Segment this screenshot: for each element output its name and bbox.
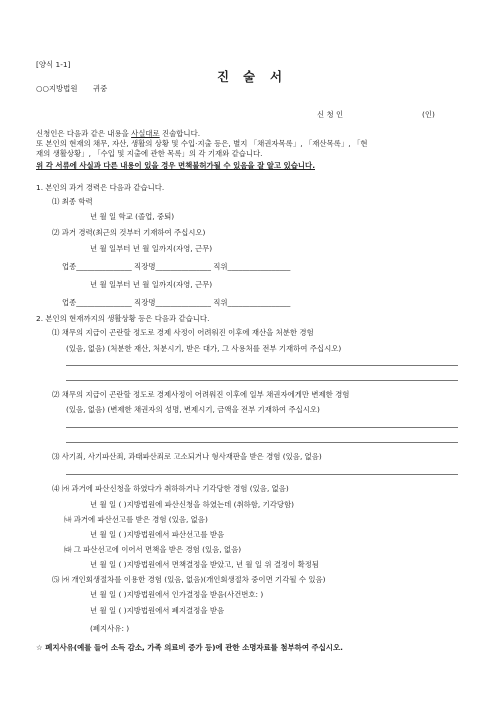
question-4a-line: 년 월 일 ( )지방법원에 파산신청을 하였는데 (취하함, 기각당함)	[90, 500, 295, 509]
intro-text-a: 신청인은 다음과 같은 내용을	[36, 129, 129, 138]
warning-statement: 위 각 서류에 사실과 다른 내용이 있을 경우 면책불허가될 수 있음을 잘 알고 있습니다.	[36, 161, 315, 170]
education-line: 년 월 일 학교 (졸업, 중퇴)	[90, 212, 175, 221]
section-2-heading: 2. 본인의 현재까지의 생활상황 등은 다음과 같습니다.	[36, 314, 210, 323]
answer-line	[66, 427, 458, 428]
dismissal-reason: (폐지사유: )	[90, 624, 130, 633]
title-char-2: 술	[243, 69, 257, 84]
question-2: ⑵ 채무의 지급이 곤란할 정도로 경제사정이 어려워진 이후에 일부 채권자에게만 변제한 경험	[52, 390, 350, 399]
career-job-2: 업종_______________ 직장명_______________ 직위_________________	[62, 298, 291, 307]
intro-line-2: 또 본인의 현재의 채무, 자산, 생활의 상황 및 수입·지출 등은, 별지 「채권자목록」, 「재산목록」, 「현	[36, 139, 368, 148]
question-4c: ㈐ 그 파산선고에 이어서 면책을 받은 경험 (있음, 없음)	[64, 545, 242, 554]
intro-line-1	[36, 129, 200, 138]
addressee: 귀중	[93, 84, 108, 93]
question-1-note: (있음, 없음) (처분한 재산, 처분시기, 받은 대가, 그 사용처를 전부 기재하여 주십시오)	[66, 344, 342, 353]
career-period-2: 년 월 일부터 년 월 일까지(자영, 근무)	[90, 280, 213, 289]
question-5: ⑸ ㈎ 개인회생절차를 이용한 경험 (있음, 없음)(개인회생절차 중이면 기각될 수 있음)	[52, 575, 326, 584]
question-4b: ㈏ 과거에 파산선고를 받은 경험 (있음, 없음)	[64, 515, 208, 524]
answer-line	[66, 442, 458, 443]
education-label: ⑴ 최종 학력	[52, 197, 93, 206]
intro-line-3: 재의 생활상황」, 「수입 및 지출에 관한 목록」의 각 기재와 같습니다.	[36, 149, 263, 158]
footer-note: ☆ 폐지사유(예를 들어 소득 감소, 가족 의료비 증가 등)에 관한 소명자료를 첨부하여 주십시오.	[36, 643, 343, 652]
intro-text-truthfully: 사실대로	[131, 129, 160, 138]
title-char-1: 진	[217, 69, 231, 84]
answer-line	[66, 380, 458, 381]
career-period-1: 년 월 일부터 년 월 일까지(자영, 근무)	[90, 244, 213, 253]
question-1: ⑴ 채무의 지급이 곤란할 정도로 경제 사정이 어려워진 이후에 재산을 처분한 경험	[52, 328, 314, 337]
question-5a-line: 년 월 일 ( )지방법원에서 인가결정을 받음(사건번호: )	[90, 590, 264, 599]
question-3: ⑶ 사기죄, 사기파산죄, 과태파산죄로 고소되거나 형사재판을 받은 경험 (있음, 없음)	[52, 452, 322, 461]
court-name: ○○지방법원	[36, 84, 78, 93]
seal-mark: (인)	[422, 110, 435, 119]
question-4a: ⑷ ㈎ 과거에 파산신청을 하였다가 취하하거나 기각당한 경험 (있음, 없음)	[52, 484, 289, 493]
career-label: ⑵ 과거 경력(최근의 것부터 기재하여 주십시오)	[52, 228, 206, 237]
career-job-1: 업종_______________ 직장명_______________ 직위_________________	[62, 262, 291, 271]
answer-line	[66, 365, 458, 366]
form-number: [양식 1-1]	[36, 60, 71, 69]
question-2-note: (있음, 없음) (변제한 채권자의 성명, 변제시기, 금액을 전부 기재하여 주십시오)	[66, 405, 320, 414]
applicant-label: 신 청 인	[317, 110, 344, 119]
intro-text-c: 진술합니다.	[162, 129, 201, 138]
question-4c-line: 년 월 일 ( )지방법원에서 면책결정을 받았고, 년 월 일 위 결정이 확정됨	[90, 560, 320, 569]
section-1-heading: 1. 본인의 과거 경력은 다음과 같습니다.	[36, 183, 165, 192]
title-char-3: 서	[270, 69, 284, 84]
answer-line	[66, 474, 458, 475]
question-4b-line: 년 월 일 ( )지방법원에서 파산선고를 받음	[90, 530, 225, 539]
question-5b-line: 년 월 일 ( )지방법원에서 폐지결정을 받음	[90, 606, 225, 615]
